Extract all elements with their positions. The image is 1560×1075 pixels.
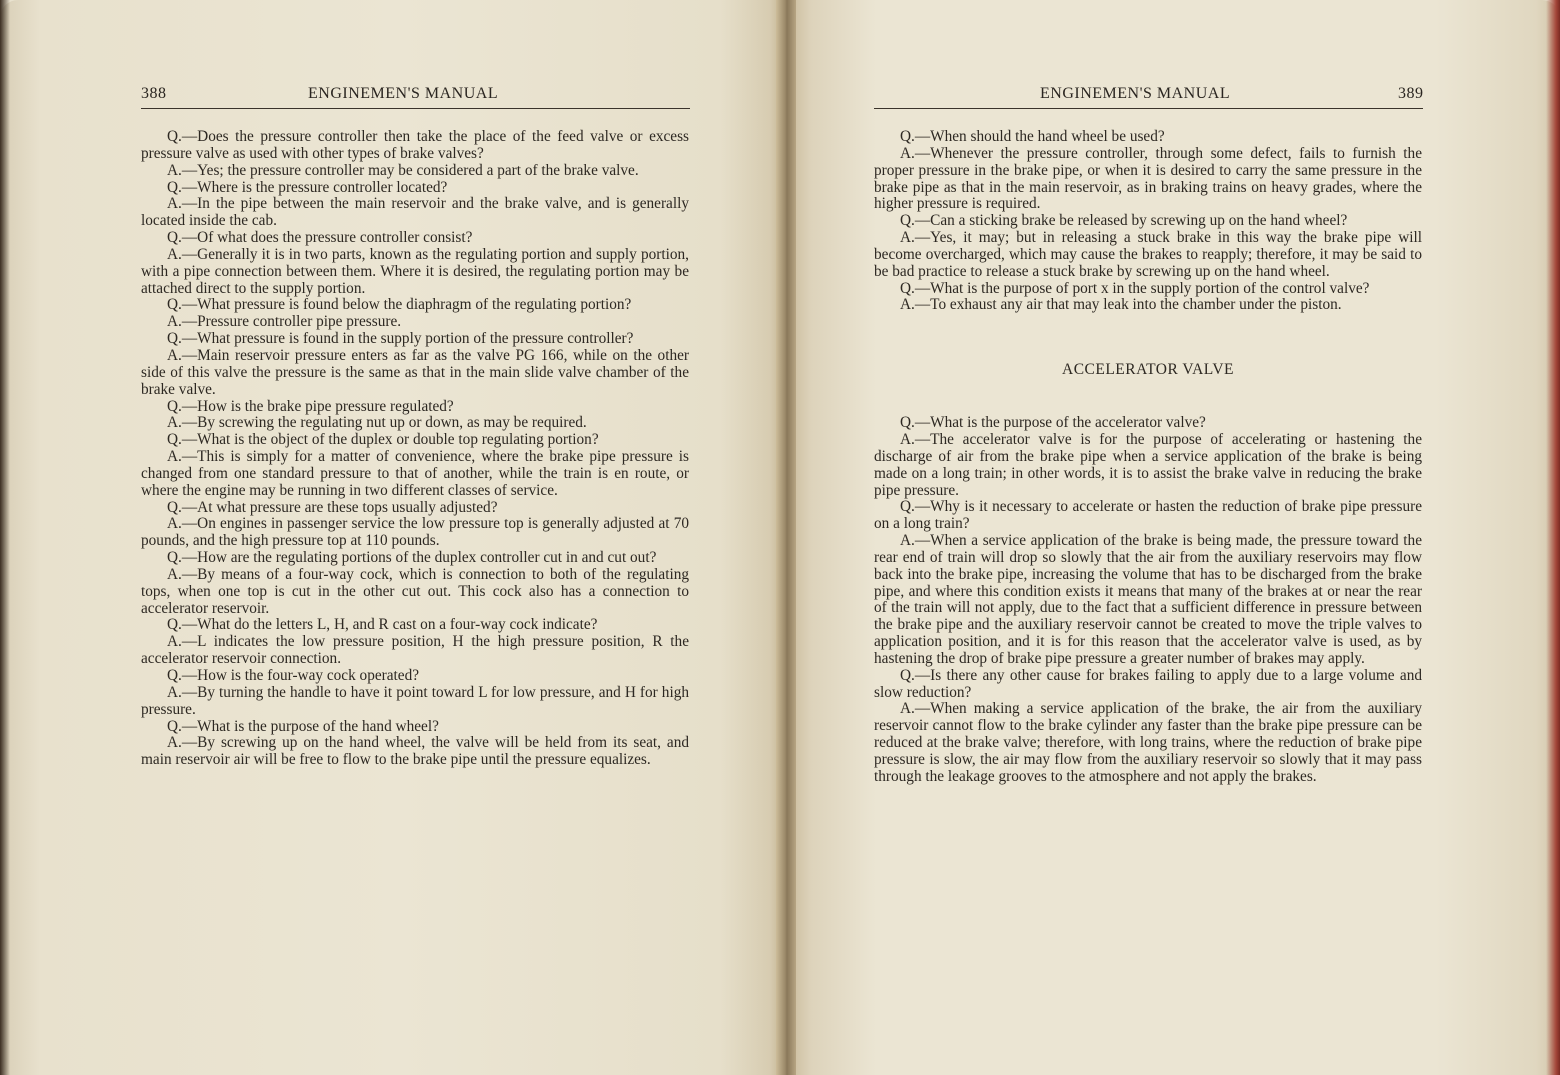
left-page-edge — [0, 0, 10, 1075]
paragraph: Q.—Why is it necessary to accelerate or hasten the reduction of brake pipe pressure on a long train? — [874, 498, 1422, 533]
paragraph: Q.—What is the purpose of the hand wheel? — [167, 717, 439, 735]
right-text-column — [874, 129, 1422, 786]
paragraph: Q.—When should the hand wheel be used? — [900, 128, 1165, 145]
paragraph: Q.—At what pressure are these tops usually adjusted? — [167, 498, 498, 516]
paragraph: A.—When a service application of the brake is being made, the pressure toward the rear end of train will drop so slowly that the air from the auxiliary reservoirs may flow back into the brake pipe, increasing the volume that has to be discharged from the brake pipe, and where this condition exists it means that many of the brakes at or near the rear of the train will not apply, due to the fact that a sufficient difference in pressure between the brake pipe and the auxiliary reservoir cannot be created to move the triple valves to application position, and it is for this reason that the accelerator valve is used, as by hastening the drop of brake pipe pressure a greater number of brakes may apply. — [874, 532, 1422, 667]
right-page — [786, 0, 1560, 1075]
paragraph: A.—In the pipe between the main reservoir and the brake valve, and is generally located inside the cab. — [141, 195, 689, 230]
paragraph: A.—To exhaust any air that may leak into the chamber under the piston. — [900, 296, 1342, 314]
paragraph: A.—Whenever the pressure controller, through some defect, fails to furnish the proper pressure in the brake pipe, or when it is desired to carry the same pressure in the brake pipe as that in the main reservoir, as in braking trains on heavy grades, where the higher pressure is required. — [874, 144, 1422, 213]
paragraph: A.—By means of a four-way cock, which is connection to both of the regulating tops, when one top is cut in the other cut out. This cock also has a connection to accelerator reservoir. — [141, 565, 689, 617]
paragraph: A.—Generally it is in two parts, known as the regulating portion and supply portion, with a pipe connection between them. Where it is desired, the regulating portion may be attached direct to the supply portion. — [141, 245, 689, 297]
paragraph: Q.—How is the four-way cock operated? — [167, 667, 420, 684]
right-header-rule — [874, 108, 1423, 109]
paragraph: A.—By screwing the regulating nut up or down, as may be required. — [167, 414, 587, 432]
paragraph: A.—By turning the handle to have it point toward L for low pressure, and H for high pressure. — [141, 683, 689, 718]
paragraph: A.—By screwing up on the hand wheel, the valve will be held from its seat, and main reservoir air will be free to flow to the brake pipe until the pressure equalizes. — [141, 734, 689, 769]
paragraph: Q.—Is there any other cause for brakes failing to apply due to a large volume and slow reduction? — [874, 666, 1422, 701]
paragraph: Q.—What is the object of the duplex or double top regulating portion? — [167, 431, 599, 449]
paragraph: Q.—What pressure is found in the supply portion of the pressure controller? — [167, 330, 634, 348]
paragraph: Q.—What is the purpose of the accelerator valve? — [900, 414, 1206, 432]
left-running-head: ENGINEMEN'S MANUAL — [308, 85, 499, 102]
paragraph: A.—The accelerator valve is for the purpose of accelerating or hastening the discharge of air from the brake pipe when a service application of the brake is being made on a long train; in other words, it is to assist the brake valve in reducing the brake pipe pressure. — [874, 430, 1422, 499]
paragraph: Q.—What do the letters L, H, and R cast on a four-way cock indicate? — [167, 616, 598, 634]
paragraph: Q.—Does the pressure controller then take the place of the feed valve or excess pressure valve as used with other types of brake valves? — [141, 128, 689, 162]
paragraph: Q.—What is the purpose of port x in the supply portion of the control valve? — [900, 279, 1370, 297]
paragraph: A.—This is simply for a matter of convenience, where the brake pipe pressure is changed from one standard pressure to that of another, while the train is en route, or where the engine may be running in two different classes of service. — [141, 448, 689, 499]
paragraph: Q.—What pressure is found below the diaphragm of the regulating portion? — [167, 296, 632, 314]
paragraph: Q.—Where is the pressure controller located? — [167, 178, 448, 196]
paragraph: A.—L indicates the low pressure position, H the high pressure position, R the accelerator reservoir connection. — [141, 633, 689, 668]
book-gutter — [776, 0, 796, 1075]
section-title: ACCELERATOR VALVE — [1062, 361, 1234, 379]
paragraph: A.—On engines in passenger service the low pressure top is generally adjusted at 70 pounds, and the high pressure top at 110 pounds. — [141, 515, 689, 550]
right-running-head: ENGINEMEN'S MANUAL — [1040, 85, 1231, 102]
paragraph: A.—Main reservoir pressure enters as far as the valve PG 166, while on the other side of this valve the pressure is the same as that in the main slide valve chamber of the brake valve. — [141, 346, 689, 398]
paragraph: Q.—How is the brake pipe pressure regulated? — [167, 397, 454, 415]
paragraph: A.—Pressure controller pipe pressure. — [167, 313, 402, 331]
paragraph: Q.—Can a sticking brake be released by screwing up on the hand wheel? — [900, 212, 1348, 230]
paragraph: A.—Yes; the pressure controller may be considered a part of the brake valve. — [167, 161, 639, 179]
left-page-number: 388 — [141, 85, 167, 102]
right-cover-edge — [1546, 0, 1560, 1075]
paragraph: A.—When making a service application of the brake, the air from the auxiliary reservoir cannot flow to the brake cylinder any faster than the brake pipe pressure can be reduced at the brake valve; therefore, with long trains, where the reduction of brake pipe pressure is slow, the air may flow from the auxiliary reservoir so slowly that it may pass through the leakage grooves to the atmosphere and not apply the brakes. — [874, 700, 1422, 785]
left-header-rule — [141, 108, 690, 109]
paragraph: Q.—Of what does the pressure controller consist? — [167, 229, 473, 247]
paragraph: Q.—How are the regulating portions of the duplex controller cut in and cut out? — [167, 549, 657, 567]
paragraph: A.—Yes, it may; but in releasing a stuck brake in this way the brake pipe will become overcharged, which may cause the brakes to reapply; therefore, it may be said to be bad practice to release a stuck brake by screwing up on the hand wheel. — [874, 229, 1422, 280]
right-page-number: 389 — [1398, 85, 1424, 102]
left-text-column — [141, 129, 689, 769]
